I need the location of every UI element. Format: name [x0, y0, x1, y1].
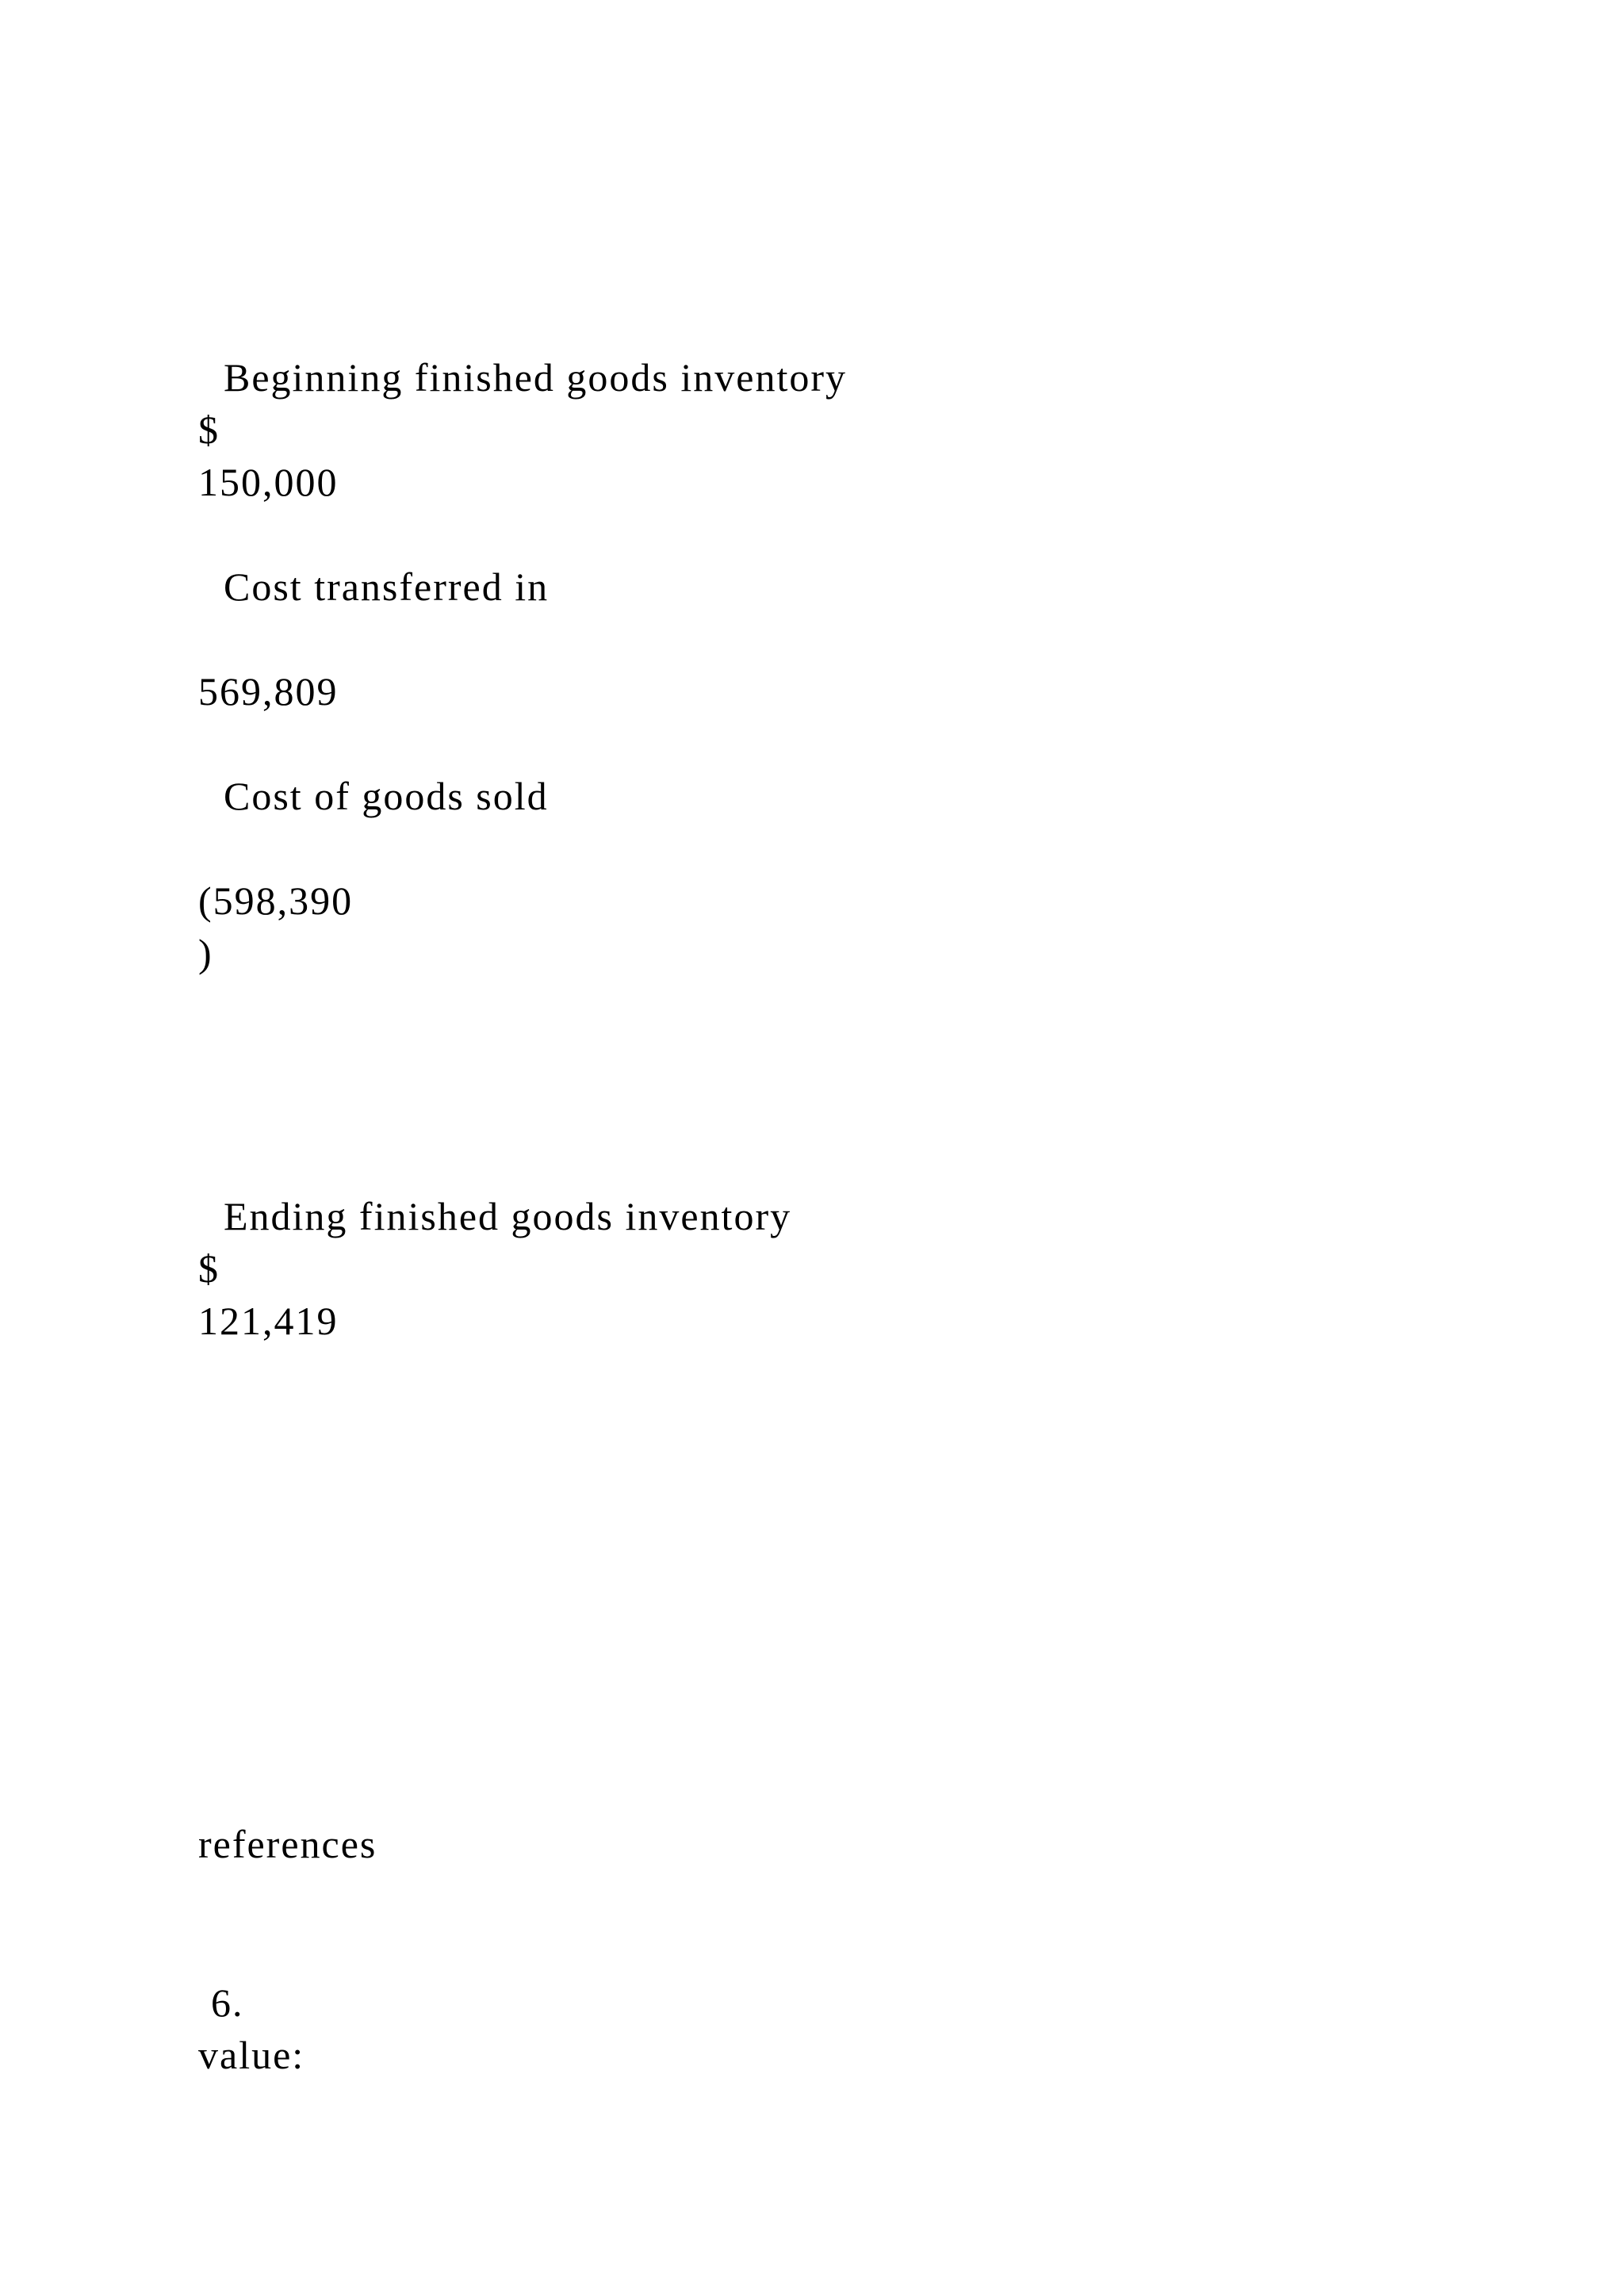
references-text: references: [198, 1822, 377, 1866]
row-label-ending-inventory: Ending finished goods inventory: [224, 1194, 792, 1238]
row-value-close-paren: ): [198, 931, 213, 975]
row-label-cost-transferred-in: Cost transferred in: [224, 564, 550, 609]
value-label: value:: [198, 2033, 305, 2077]
row-currency-beginning-inventory: $: [198, 408, 220, 452]
question-number: 6.: [211, 1980, 244, 2025]
row-label-beginning-inventory: Beginning finished goods inventory: [224, 355, 847, 400]
row-value-cost-transferred-in: 569,809: [198, 669, 339, 714]
row-value-beginning-inventory: 150,000: [198, 460, 339, 504]
row-value-cost-of-goods-sold: (598,390: [198, 878, 354, 923]
row-value-ending-inventory: 121,419: [198, 1299, 339, 1343]
row-label-cost-of-goods-sold: Cost of goods sold: [224, 774, 549, 818]
row-currency-ending-inventory: $: [198, 1246, 220, 1291]
